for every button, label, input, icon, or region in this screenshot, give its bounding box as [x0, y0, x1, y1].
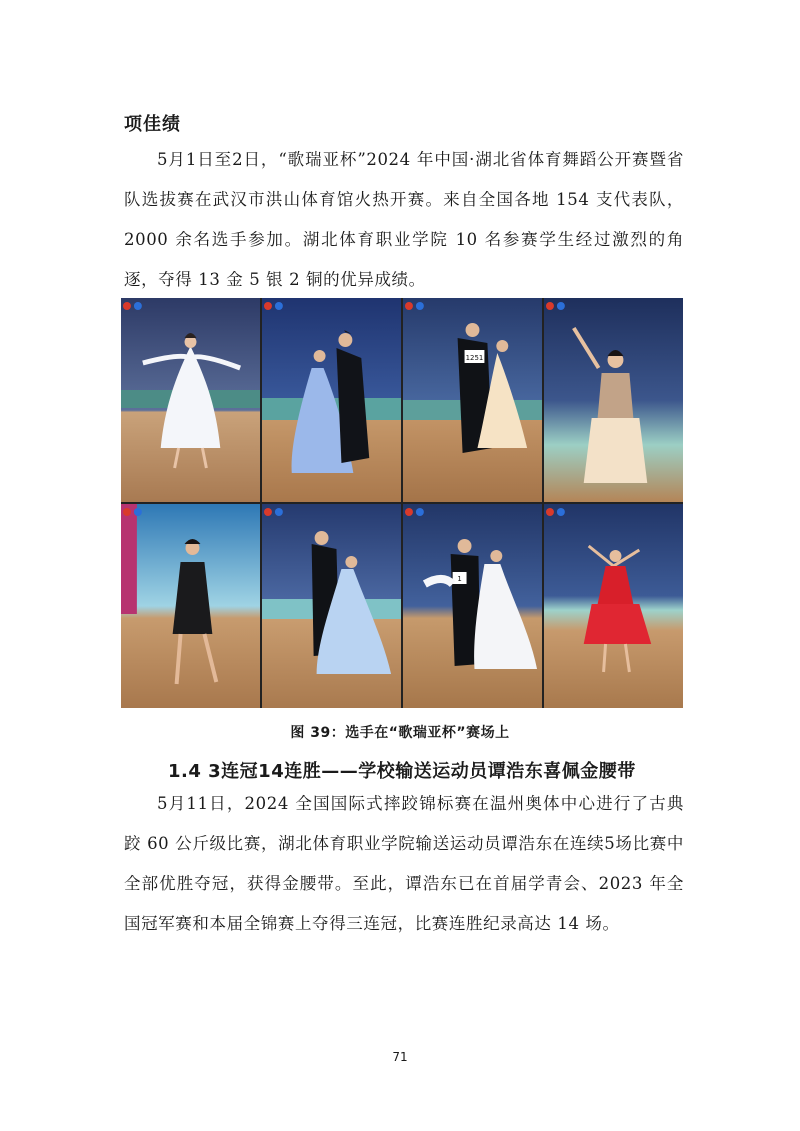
paragraph-text: 5月1日至2日，“歌瑞亚杯”2024 年中国·湖北省体育舞蹈公开赛暨省队选拔赛在武汉市洪山体育馆火热开赛。来自全国各地 154 支代表队，2000 余名选手参加。湖北体育职业学院 10 名参赛学生经过激烈的角逐，夺得 13 金 5 银 2 铜的优异成绩。 [124, 150, 684, 289]
page-number: 71 [392, 1050, 408, 1064]
paragraph-text: 5月11日，2024 全国国际式摔跤锦标赛在温州奥体中心进行了古典跤 60 公斤级比赛，湖北体育职业学院输送运动员谭浩东在连续5场比赛中全部优胜夺冠，获得金腰带。至此，谭浩东已在首届学青会、2023 年全国冠军赛和本届全锦赛上夺得三连冠，比赛连胜纪录高达 14 场。 [124, 794, 684, 933]
section-heading: 1.4 3连冠14连胜——学校输送运动员谭浩东喜佩金腰带 [168, 761, 636, 782]
photo-white-gown-couple-bib [403, 504, 542, 708]
paragraph-tournament-results [124, 140, 684, 300]
photo-blue-gown-couple [262, 298, 401, 502]
bib-number: 1251 [465, 353, 484, 363]
bib-number: 1 [457, 574, 462, 584]
photo-light-blue-gown-couple [262, 504, 401, 708]
paragraph-wrestling-champion [124, 784, 684, 944]
photo-feathered-costume-dancer [544, 298, 683, 502]
heading-continued: 项佳绩 [124, 114, 181, 135]
photo-white-gown-dancer [121, 298, 260, 502]
photo-red-latin-dress-dancer [544, 504, 683, 708]
photo-collage [121, 298, 683, 708]
photo-black-latin-dress-dancer [121, 504, 260, 708]
photo-tailcoat-couple-bib [403, 298, 542, 502]
figure-caption: 图 39：选手在“歌瑞亚杯”赛场上 [290, 725, 510, 741]
